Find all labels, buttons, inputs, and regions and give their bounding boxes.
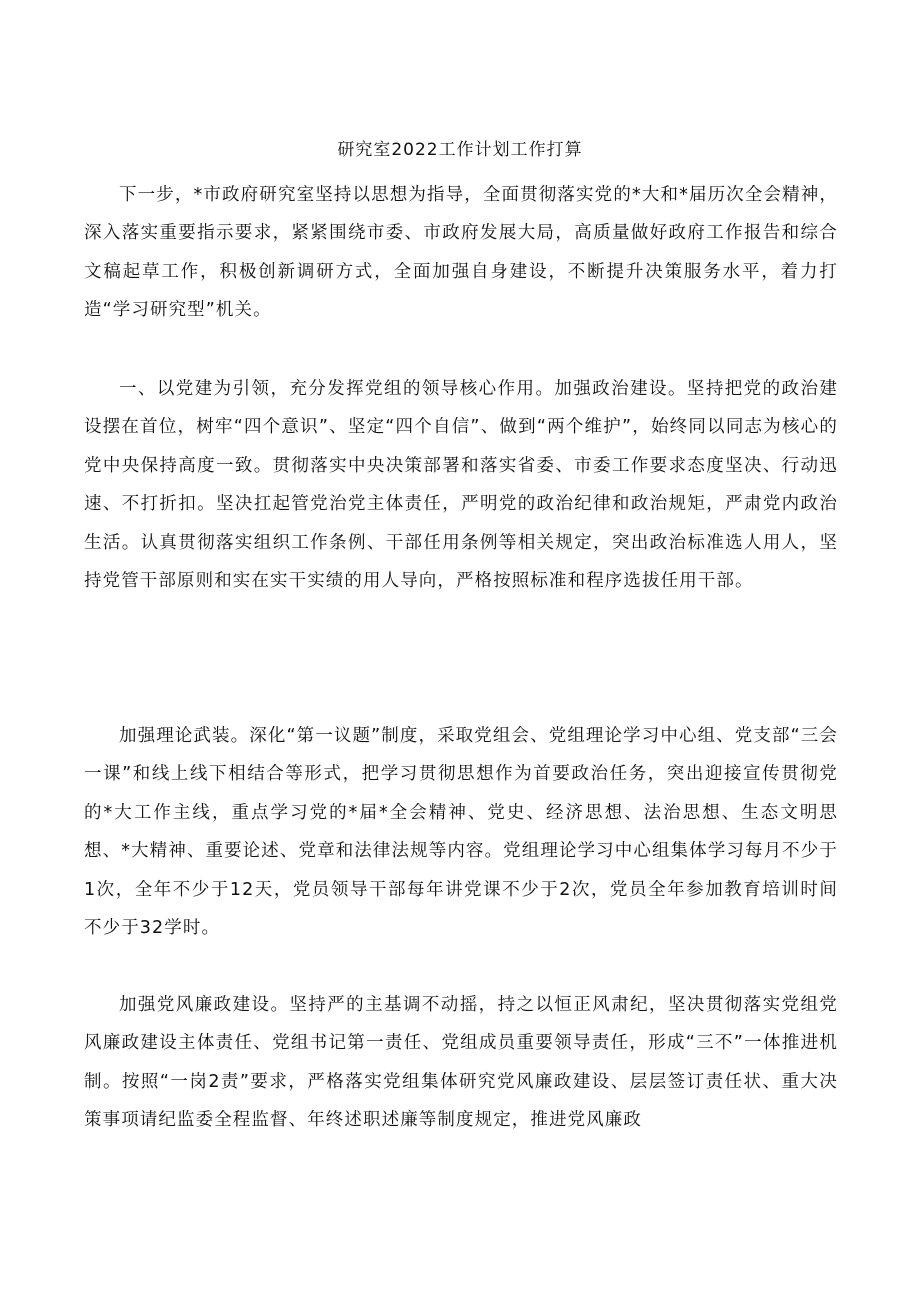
paragraph-integrity-building: 加强党风廉政建设。坚持严的主基调不动摇，持之以恒正风肃纪，坚决贯彻落实党组党风廉政建设主体责任、党组书记第一责任、党组成员重要领导责任，形成“三不”一体推进机制。按照“一岗2责”要求，严格落实党组集体研究党风廉政建设、层层签订责任状、重大决策事项请纪监委全程监督、年终述职述廉等制度规定，推进党风廉政 [84, 995, 838, 1131]
paragraph-party-leadership: 一、以党建为引领，充分发挥党组的领导核心作用。加强政治建设。坚持把党的政治建设摆在首位，树牢“四个意识”、坚定“四个自信”、做到“两个维护”，始终同以同志为核心的党中央保持高度一致。贯彻落实中央决策部署和落实省委、市委工作要求态度坚决、行动迅速、不打折扣。坚决扛起管党治党主体责任，严明党的政治纪律和政治规矩，严肃党内政治生活。认真贯彻落实组织工作条例、干部任用条例等相关规定，突出政治标准选人用人，坚持党管干部原则和实在实干实绩的用人导向，严格按照标准和程序选拔任用干部。 [84, 379, 838, 592]
paragraph-theory-study: 加强理论武装。深化“第一议题”制度，采取党组会、党组理论学习中心组、党支部“三会一课”和线上线下相结合等形式，把学习贯彻思想作为首要政治任务，突出迎接宣传贯彻党的*大工作主线，重点学习党的*届*全会精神、党史、经济思想、法治思想、生态文明思想、*大精神、重要论述、党章和法律法规等内容。党组理论学习中心组集体学习每月不少于1次，全年不少于12天，党员领导干部每年讲党课不少于2次，党员全年参加教育培训时间不少于32学时。 [84, 726, 838, 939]
paragraph-intro: 下一步，*市政府研究室坚持以思想为指导，全面贯彻落实党的*大和*届历次全会精神，深入落实重要指示要求，紧紧围绕市委、市政府发展大局，高质量做好政府工作报告和综合文稿起草工作，积极创新调研方式，全面加强自身建设，不断提升决策服务水平，着力打造“学习研究型”机关。 [84, 185, 838, 321]
document-title: 研究室2022工作计划工作打算 [337, 140, 583, 160]
